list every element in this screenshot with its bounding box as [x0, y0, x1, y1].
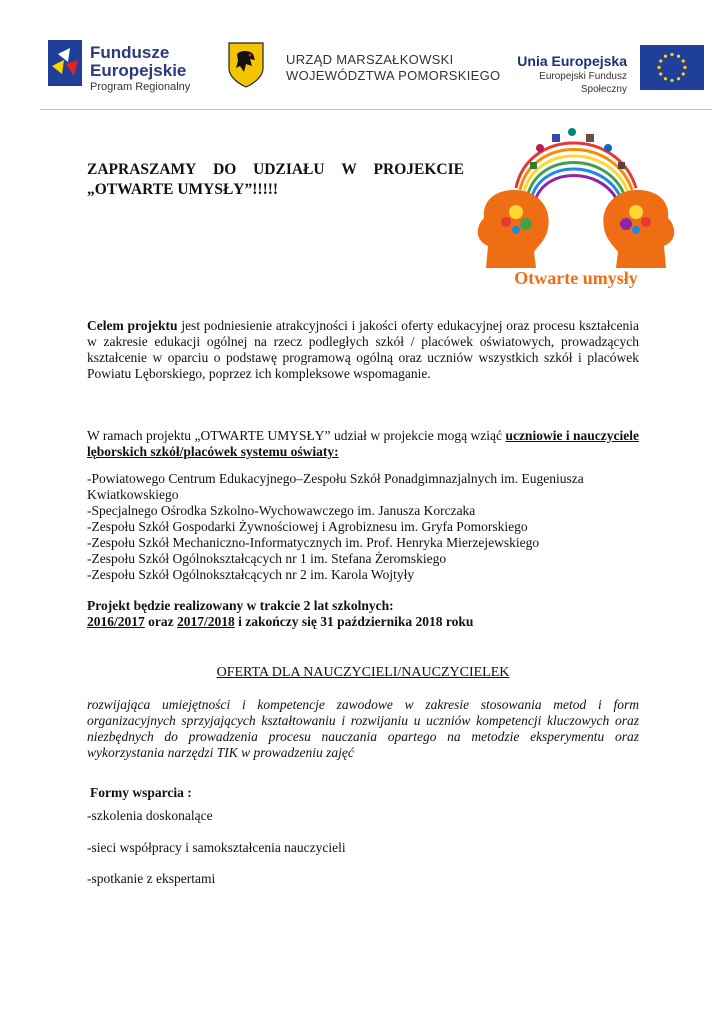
participants-highlight: uczniowie i nauczyciele lęborskich szkół/placówek systemu oświaty:	[87, 428, 639, 459]
title-word: DO	[213, 161, 237, 178]
goal-text: jest podniesienie atrakcyjności i jakości oferty edukacyjnej oraz procesu kształcenia w zakresie edukacji ogólnej na rzecz podległych szkół / placówek oświatowych, prowadzących kształcenie w oparciu o podstawę programową ogólną oraz uczniów wszystkich szkół i placówek Powiatu Lęborskiego, poprzez ich kompleksowe wspomaganie.	[87, 318, 639, 381]
eu-star-icon	[683, 66, 686, 69]
ue-line1: Unia Europejska	[517, 53, 627, 69]
title-word: PROJEKCIE	[373, 161, 464, 178]
header-divider	[40, 109, 712, 110]
fundusze-europejskie-logo-icon	[48, 40, 82, 86]
fe-line3: Program Regionalny	[90, 81, 191, 93]
title-line2: „OTWARTE UMYSŁY”!!!!!	[87, 181, 279, 198]
eu-star-icon	[664, 77, 667, 80]
urzad-marszalkowski-label	[286, 52, 500, 84]
eu-star-icon	[682, 59, 685, 62]
eu-star-icon	[677, 55, 680, 58]
title-word: W	[341, 161, 357, 178]
list-item: -Specjalnego Ośrodka Szkolno-Wychowawczego im. Janusza Korczaka	[87, 503, 476, 518]
project-duration	[87, 598, 639, 630]
eu-star-icon	[657, 66, 660, 69]
otwarte-umysly-logo	[468, 118, 684, 296]
eu-flag-icon	[640, 45, 704, 90]
list-item: -Zespołu Szkół Ogólnokształcących nr 1 im. Stefana Żeromskiego	[87, 551, 447, 566]
forms-heading: Formy wsparcia :	[90, 785, 192, 800]
eu-star-icon	[659, 59, 662, 62]
list-item: -Powiatowego Centrum Edukacyjnego–Zespołu Szkół Ponadgimnazjalnych im. Eugeniusza Kwiatkowskiego	[87, 471, 584, 502]
um-line1: URZĄD MARSZAŁKOWSKI	[286, 52, 454, 67]
logo-caption: Otwarte umysły	[514, 268, 638, 288]
um-line2: WOJEWÓDZTWA POMORSKIEGO	[286, 68, 501, 83]
fe-line1: Fundusze	[90, 43, 170, 62]
participants-paragraph	[87, 428, 639, 460]
year-1: 2016/2017	[87, 614, 145, 629]
participants-text: W ramach projektu „OTWARTE UMYSŁY” udział w projekcie mogą wziąć	[87, 428, 506, 443]
schools-list	[87, 471, 639, 583]
eu-star-icon	[682, 72, 685, 75]
list-item: -Zespołu Szkół Mechaniczno-Informatycznych im. Prof. Henryka Mierzejewskiego	[87, 535, 540, 550]
fundusze-europejskie-label	[90, 44, 190, 94]
eu-star-icon	[670, 79, 673, 82]
eu-star-icon	[670, 53, 673, 56]
year-2: 2017/2018	[177, 614, 235, 629]
list-item: -Zespołu Szkół Gospodarki Żywnościowej i Agrobiznesu im. Gryfa Pomorskiego	[87, 519, 528, 534]
fe-line2: Europejskie	[90, 61, 187, 80]
project-goal-paragraph	[87, 318, 639, 382]
ue-line2: Europejski Fundusz Społeczny	[539, 71, 627, 95]
list-item: -szkolenia doskonalące	[87, 808, 213, 823]
pomorskie-crest-icon	[228, 42, 264, 88]
unia-europejska-label	[493, 53, 627, 96]
duration-line2	[87, 614, 639, 630]
eu-star-icon	[659, 72, 662, 75]
title-word: ZAPRASZAMY	[87, 161, 197, 178]
offer-text: rozwijająca umiejętności i kompetencje zawodowe w zakresie stosowania metod i form organizacyjnych sprzyjających kształtowaniu i rozwijaniu u uczniów kompetencji kluczowych oraz niezbędnych do prowadzenia procesu nauczania opartego na metodzie eksperymentu oraz wykorzystania narzędzi TIK w prowadzeniu zajęć	[87, 697, 639, 760]
title-word: UDZIAŁU	[253, 161, 325, 178]
page-header	[0, 0, 725, 110]
list-item: -spotkanie z ekspertami	[87, 871, 216, 886]
list-item: -sieci współpracy i samokształcenia nauczycieli	[87, 840, 346, 855]
title-line1	[87, 160, 464, 180]
duration-line1: Projekt będzie realizowany w trakcie 2 lat szkolnych:	[87, 598, 394, 613]
offer-heading: OFERTA DLA NAUCZYCIELI/NAUCZYCIELEK	[216, 665, 510, 680]
goal-label: Celem projektu	[87, 318, 178, 333]
duration-end: i zakończy się 31 października 2018 roku	[234, 614, 474, 629]
duration-mid: oraz	[144, 614, 177, 629]
list-item: -Zespołu Szkół Ogólnokształcących nr 2 im. Karola Wojtyły	[87, 567, 415, 582]
eu-star-icon	[677, 77, 680, 80]
page-title	[87, 160, 464, 200]
eu-star-icon	[664, 55, 667, 58]
